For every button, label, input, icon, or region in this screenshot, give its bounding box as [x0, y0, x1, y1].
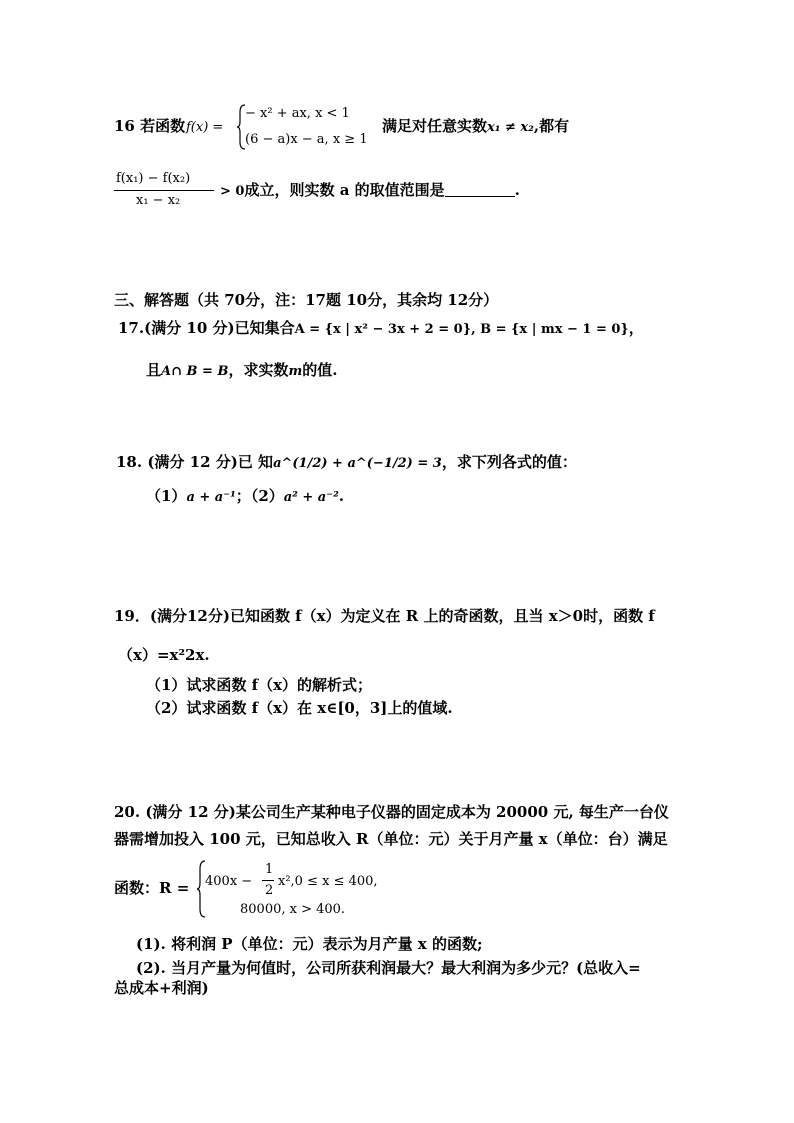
q16-case-2: (6 − a)x − a, x ≥ 1	[245, 132, 368, 147]
q19-line-1: 19．(满分12分)已知函数 f（x）为定义在 R 上的奇函数，且当 x＞0时，函数 f	[114, 607, 655, 625]
q16-greater-zero: > 0	[220, 184, 245, 199]
q17-sets: A = {x | x² − 3x + 2 = 0}, B = {x | mx − 1 = 0}	[294, 322, 629, 337]
q16-fx: f(x) =	[186, 120, 224, 135]
q16-prefix: 16 若函数	[114, 117, 186, 135]
q17-var-m: m	[288, 364, 303, 379]
q16-suffix-2: ,都有	[533, 117, 570, 135]
q16-fraction-bar	[114, 190, 214, 191]
q18-part1-label: （1）	[146, 487, 187, 505]
q16-tail: 成立，则实数 a 的取值范围是	[244, 181, 445, 199]
q17-comma: ，	[628, 319, 644, 337]
q19-part-2: （2）试求函数 f（x）在 x∈[0，3]上的值域.	[146, 699, 453, 717]
q20-line-1: 20. (满分 12 分)某公司生产某种电子仪器的固定成本为 20000 元, 每生产一台仪	[114, 803, 669, 821]
q16-fraction-denominator: x₁ − x₂	[136, 193, 181, 208]
section-title: 三、解答题（共 70分，注：17题 10分，其余均 12分）	[114, 291, 499, 309]
q16-fraction-numerator: f(x₁) − f(x₂)	[116, 171, 191, 186]
q16-answer-blank[interactable]	[445, 182, 515, 197]
q16-suffix-1: 满足对任意实数	[382, 117, 488, 135]
q20-case-1-num: 1	[265, 862, 274, 877]
q19-line-2: （x）=x²2x.	[118, 646, 210, 664]
q17-line2-mid: ，求实数	[228, 361, 289, 379]
q17-line2-end: 的值.	[302, 361, 338, 379]
q20-line-2: 器需增加投入 100 元，已知总收入 R（单位：元）关于月产量 x（单位：台）满足	[114, 830, 668, 848]
q17-condition: A∩ B = B	[161, 364, 229, 379]
q20-case-1-post: x²,0 ≤ x ≤ 400,	[278, 874, 378, 889]
q20-part-1: (1). 将利润 P（单位：元）表示为月产量 x 的函数;	[136, 935, 483, 953]
q17-line2-pre: 且	[146, 361, 162, 379]
q18-tail: ，求下列各式的值：	[441, 453, 577, 471]
q18-expression: a^(1/2) + a^(−1/2) = 3	[273, 456, 442, 471]
q17-lead: 17.(满分 10 分)已知集合	[118, 319, 295, 337]
q20-part-2-continued: 总成本+利润)	[114, 979, 209, 997]
q16-condition: x₁ ≠ x₂	[487, 120, 534, 135]
q20-function-label: 函数：R =	[114, 879, 190, 897]
q18-part2-label: （2）	[250, 487, 284, 505]
q20-left-brace	[196, 860, 206, 918]
q18-lead: 18. (满分 12 分)已 知	[116, 453, 274, 471]
q20-part-2: (2). 当月产量为何值时，公司所获利润最大？最大利润为多少元？(总收入=	[136, 959, 641, 977]
q20-case-1-den: 2	[265, 883, 274, 898]
q18-part2-end: .	[338, 487, 345, 505]
q18-part1-expression: a + a⁻¹	[186, 490, 236, 505]
q16-case-1: − x² + ax, x < 1	[245, 106, 350, 121]
q20-case-1-pre: 400x −	[205, 874, 253, 889]
q16-end: .	[514, 181, 520, 199]
q20-case-1-fraction-bar	[262, 880, 274, 881]
q20-case-2: 80000, x > 400.	[240, 902, 346, 917]
q18-part1-sep: ；	[235, 487, 251, 505]
q19-part-1: （1）试求函数 f（x）的解析式；	[146, 676, 373, 694]
q18-part2-expression: a² + a⁻²	[283, 490, 339, 505]
